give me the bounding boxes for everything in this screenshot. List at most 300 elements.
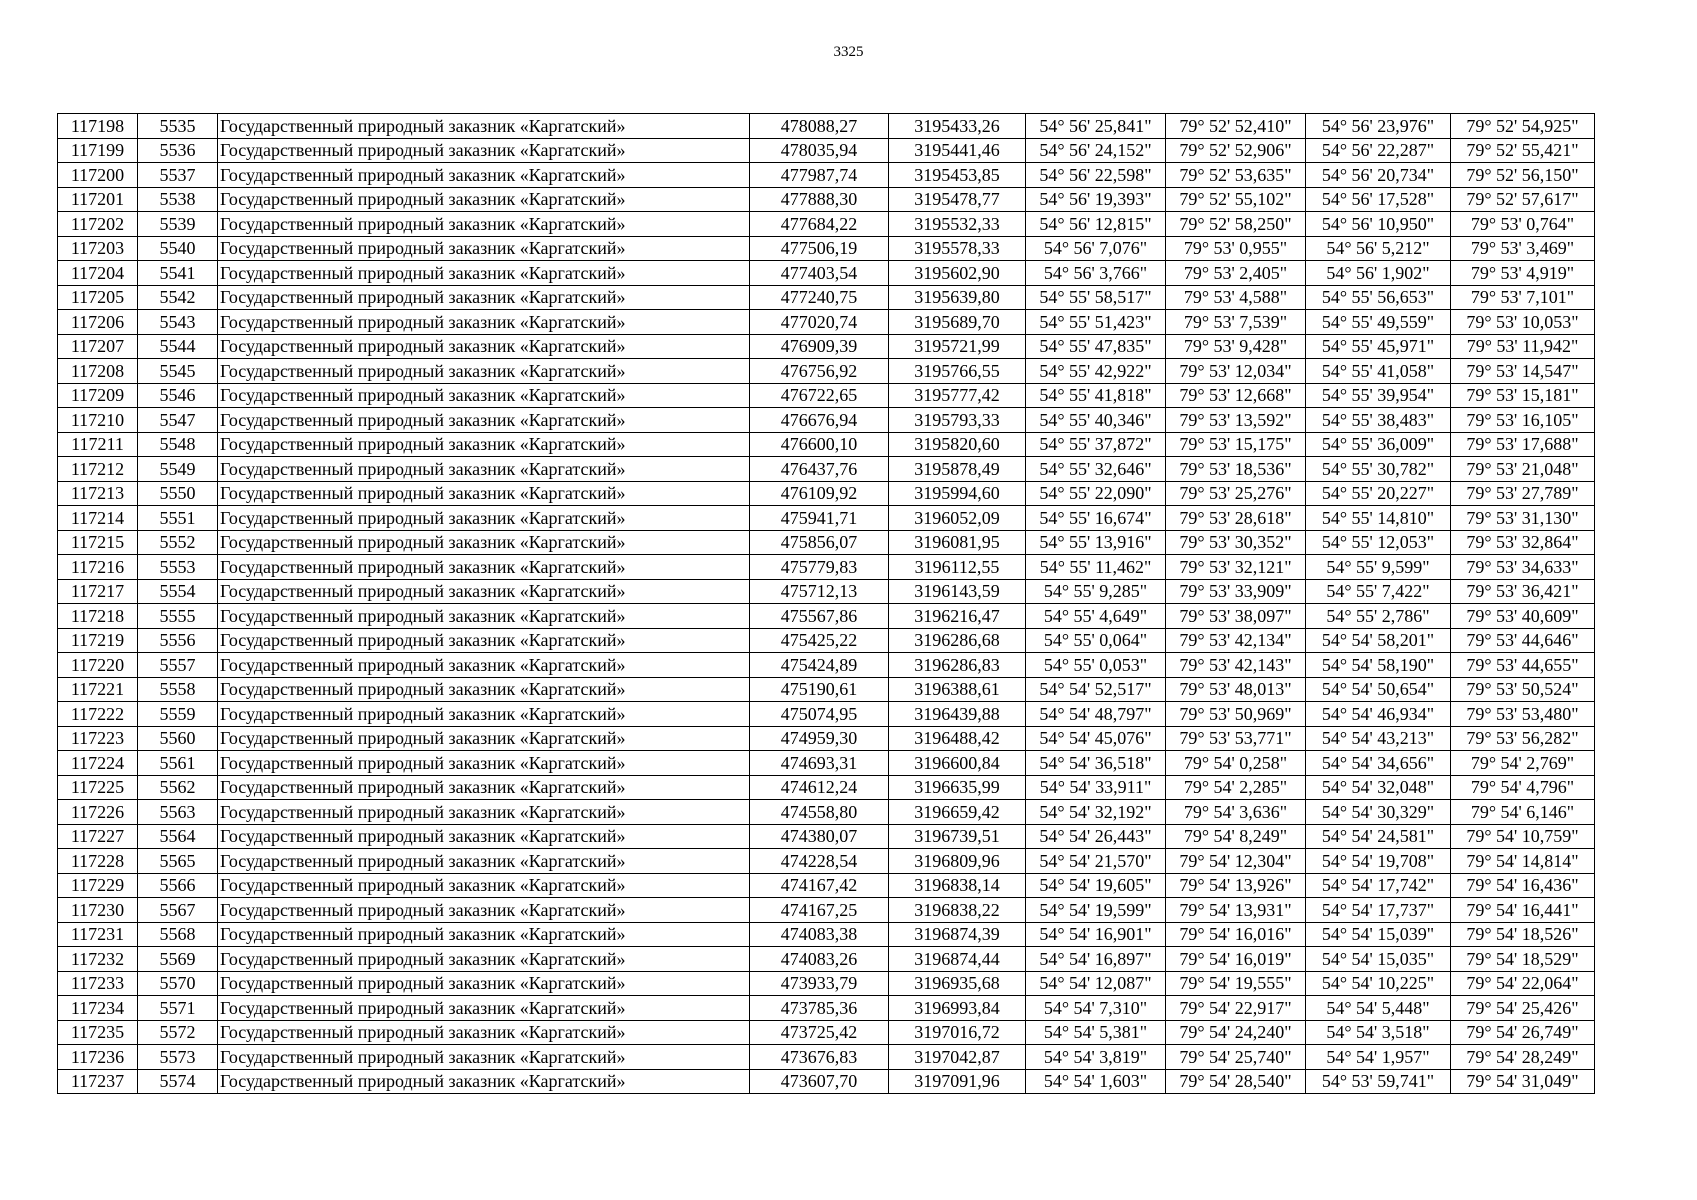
latitude-1-cell: 54° 54' 7,310" (1026, 996, 1166, 1021)
point-number-cell: 5550 (138, 481, 218, 506)
longitude-2-cell: 79° 53' 27,789" (1451, 481, 1595, 506)
x-coordinate-cell: 475941,71 (750, 506, 889, 531)
y-coordinate-cell: 3195689,70 (889, 310, 1026, 335)
coordinates-table (57, 113, 1595, 1094)
row-id-cell: 117230 (58, 898, 138, 923)
y-coordinate-cell: 3195639,80 (889, 285, 1026, 310)
point-number-cell: 5557 (138, 653, 218, 678)
x-coordinate-cell: 475567,86 (750, 604, 889, 629)
y-coordinate-cell: 3197016,72 (889, 1020, 1026, 1045)
row-id-cell: 117234 (58, 996, 138, 1021)
table-row (58, 873, 1595, 898)
row-id-cell: 117215 (58, 530, 138, 555)
latitude-1-cell: 54° 56' 22,598" (1026, 163, 1166, 188)
table-row (58, 677, 1595, 702)
table-row (58, 310, 1595, 335)
latitude-2-cell: 54° 54' 24,581" (1306, 824, 1451, 849)
x-coordinate-cell: 476600,10 (750, 432, 889, 457)
table-body (58, 114, 1595, 1094)
longitude-2-cell: 79° 53' 56,282" (1451, 726, 1595, 751)
point-number-cell: 5561 (138, 751, 218, 776)
object-name-cell: Государственный природный заказник «Каргатский» (218, 555, 750, 580)
longitude-1-cell: 79° 53' 38,097" (1166, 604, 1306, 629)
object-name-cell: Государственный природный заказник «Каргатский» (218, 163, 750, 188)
row-id-cell: 117228 (58, 849, 138, 874)
latitude-1-cell: 54° 56' 19,393" (1026, 187, 1166, 212)
y-coordinate-cell: 3195766,55 (889, 359, 1026, 384)
longitude-2-cell: 79° 54' 26,749" (1451, 1020, 1595, 1045)
latitude-1-cell: 54° 54' 26,443" (1026, 824, 1166, 849)
latitude-1-cell: 54° 55' 11,462" (1026, 555, 1166, 580)
row-id-cell: 117216 (58, 555, 138, 580)
longitude-2-cell: 79° 54' 4,796" (1451, 775, 1595, 800)
latitude-1-cell: 54° 55' 47,835" (1026, 334, 1166, 359)
longitude-1-cell: 79° 53' 4,588" (1166, 285, 1306, 310)
x-coordinate-cell: 473785,36 (750, 996, 889, 1021)
row-id-cell: 117207 (58, 334, 138, 359)
latitude-1-cell: 54° 54' 48,797" (1026, 702, 1166, 727)
object-name-cell: Государственный природный заказник «Каргатский» (218, 334, 750, 359)
longitude-1-cell: 79° 52' 58,250" (1166, 212, 1306, 237)
row-id-cell: 117202 (58, 212, 138, 237)
latitude-2-cell: 54° 54' 58,201" (1306, 628, 1451, 653)
point-number-cell: 5564 (138, 824, 218, 849)
longitude-1-cell: 79° 53' 42,143" (1166, 653, 1306, 678)
object-name-cell: Государственный природный заказник «Каргатский» (218, 873, 750, 898)
latitude-2-cell: 54° 54' 43,213" (1306, 726, 1451, 751)
longitude-1-cell: 79° 52' 53,635" (1166, 163, 1306, 188)
object-name-cell: Государственный природный заказник «Каргатский» (218, 359, 750, 384)
object-name-cell: Государственный природный заказник «Каргатский» (218, 310, 750, 335)
latitude-1-cell: 54° 54' 19,599" (1026, 898, 1166, 923)
page-number: 3325 (833, 44, 864, 60)
point-number-cell: 5552 (138, 530, 218, 555)
latitude-2-cell: 54° 56' 1,902" (1306, 261, 1451, 286)
latitude-2-cell: 54° 55' 39,954" (1306, 383, 1451, 408)
latitude-1-cell: 54° 55' 0,064" (1026, 628, 1166, 653)
table-row (58, 334, 1595, 359)
point-number-cell: 5571 (138, 996, 218, 1021)
x-coordinate-cell: 476722,65 (750, 383, 889, 408)
row-id-cell: 117219 (58, 628, 138, 653)
latitude-1-cell: 54° 56' 3,766" (1026, 261, 1166, 286)
longitude-2-cell: 79° 54' 25,426" (1451, 996, 1595, 1021)
latitude-2-cell: 54° 54' 17,742" (1306, 873, 1451, 898)
longitude-1-cell: 79° 53' 50,969" (1166, 702, 1306, 727)
table-row (58, 457, 1595, 482)
row-id-cell: 117200 (58, 163, 138, 188)
table-row (58, 800, 1595, 825)
y-coordinate-cell: 3196874,44 (889, 947, 1026, 972)
object-name-cell: Государственный природный заказник «Каргатский» (218, 114, 750, 139)
table-row (58, 1045, 1595, 1070)
y-coordinate-cell: 3195878,49 (889, 457, 1026, 482)
y-coordinate-cell: 3196286,83 (889, 653, 1026, 678)
y-coordinate-cell: 3196935,68 (889, 971, 1026, 996)
latitude-1-cell: 54° 55' 32,646" (1026, 457, 1166, 482)
x-coordinate-cell: 476909,39 (750, 334, 889, 359)
y-coordinate-cell: 3195478,77 (889, 187, 1026, 212)
table-row (58, 996, 1595, 1021)
longitude-1-cell: 79° 53' 18,536" (1166, 457, 1306, 482)
object-name-cell: Государственный природный заказник «Каргатский» (218, 481, 750, 506)
longitude-2-cell: 79° 53' 21,048" (1451, 457, 1595, 482)
table-row (58, 1020, 1595, 1045)
y-coordinate-cell: 3195820,60 (889, 432, 1026, 457)
latitude-1-cell: 54° 55' 4,649" (1026, 604, 1166, 629)
table-row (58, 726, 1595, 751)
longitude-1-cell: 79° 53' 25,276" (1166, 481, 1306, 506)
point-number-cell: 5566 (138, 873, 218, 898)
row-id-cell: 117224 (58, 751, 138, 776)
point-number-cell: 5542 (138, 285, 218, 310)
latitude-2-cell: 54° 55' 45,971" (1306, 334, 1451, 359)
x-coordinate-cell: 474959,30 (750, 726, 889, 751)
object-name-cell: Государственный природный заказник «Каргатский» (218, 187, 750, 212)
point-number-cell: 5548 (138, 432, 218, 457)
y-coordinate-cell: 3196635,99 (889, 775, 1026, 800)
object-name-cell: Государственный природный заказник «Каргатский» (218, 1020, 750, 1045)
latitude-1-cell: 54° 54' 16,901" (1026, 922, 1166, 947)
x-coordinate-cell: 474612,24 (750, 775, 889, 800)
longitude-2-cell: 79° 53' 11,942" (1451, 334, 1595, 359)
point-number-cell: 5554 (138, 579, 218, 604)
longitude-1-cell: 79° 54' 12,304" (1166, 849, 1306, 874)
longitude-1-cell: 79° 53' 53,771" (1166, 726, 1306, 751)
longitude-1-cell: 79° 53' 0,955" (1166, 236, 1306, 261)
table-row (58, 481, 1595, 506)
table-row (58, 138, 1595, 163)
longitude-2-cell: 79° 53' 44,646" (1451, 628, 1595, 653)
point-number-cell: 5558 (138, 677, 218, 702)
point-number-cell: 5573 (138, 1045, 218, 1070)
row-id-cell: 117205 (58, 285, 138, 310)
object-name-cell: Государственный природный заказник «Каргатский» (218, 898, 750, 923)
table-row (58, 187, 1595, 212)
row-id-cell: 117233 (58, 971, 138, 996)
longitude-1-cell: 79° 54' 16,016" (1166, 922, 1306, 947)
point-number-cell: 5553 (138, 555, 218, 580)
x-coordinate-cell: 476676,94 (750, 408, 889, 433)
x-coordinate-cell: 477684,22 (750, 212, 889, 237)
longitude-2-cell: 79° 53' 34,633" (1451, 555, 1595, 580)
latitude-2-cell: 54° 55' 14,810" (1306, 506, 1451, 531)
table-row (58, 751, 1595, 776)
x-coordinate-cell: 475425,22 (750, 628, 889, 653)
table-row (58, 1069, 1595, 1094)
latitude-2-cell: 54° 55' 9,599" (1306, 555, 1451, 580)
latitude-2-cell: 54° 54' 30,329" (1306, 800, 1451, 825)
y-coordinate-cell: 3196488,42 (889, 726, 1026, 751)
x-coordinate-cell: 477506,19 (750, 236, 889, 261)
longitude-1-cell: 79° 52' 52,410" (1166, 114, 1306, 139)
point-number-cell: 5540 (138, 236, 218, 261)
latitude-1-cell: 54° 54' 36,518" (1026, 751, 1166, 776)
object-name-cell: Государственный природный заказник «Каргатский» (218, 653, 750, 678)
table-row (58, 163, 1595, 188)
longitude-2-cell: 79° 54' 16,436" (1451, 873, 1595, 898)
point-number-cell: 5544 (138, 334, 218, 359)
object-name-cell: Государственный природный заказник «Каргатский» (218, 947, 750, 972)
row-id-cell: 117210 (58, 408, 138, 433)
latitude-2-cell: 54° 54' 5,448" (1306, 996, 1451, 1021)
point-number-cell: 5538 (138, 187, 218, 212)
y-coordinate-cell: 3195532,33 (889, 212, 1026, 237)
latitude-1-cell: 54° 55' 51,423" (1026, 310, 1166, 335)
latitude-1-cell: 54° 54' 33,911" (1026, 775, 1166, 800)
latitude-2-cell: 54° 55' 36,009" (1306, 432, 1451, 457)
x-coordinate-cell: 474083,26 (750, 947, 889, 972)
table-row (58, 824, 1595, 849)
longitude-2-cell: 79° 53' 3,469" (1451, 236, 1595, 261)
object-name-cell: Государственный природный заказник «Каргатский» (218, 285, 750, 310)
longitude-2-cell: 79° 52' 57,617" (1451, 187, 1595, 212)
table-row (58, 383, 1595, 408)
table-row (58, 604, 1595, 629)
latitude-1-cell: 54° 54' 52,517" (1026, 677, 1166, 702)
latitude-2-cell: 54° 54' 50,654" (1306, 677, 1451, 702)
object-name-cell: Государственный природный заказник «Каргатский» (218, 408, 750, 433)
latitude-2-cell: 54° 56' 17,528" (1306, 187, 1451, 212)
latitude-1-cell: 54° 56' 24,152" (1026, 138, 1166, 163)
longitude-1-cell: 79° 53' 12,668" (1166, 383, 1306, 408)
longitude-1-cell: 79° 54' 2,285" (1166, 775, 1306, 800)
latitude-1-cell: 54° 54' 19,605" (1026, 873, 1166, 898)
table-row (58, 212, 1595, 237)
latitude-2-cell: 54° 54' 46,934" (1306, 702, 1451, 727)
longitude-1-cell: 79° 54' 0,258" (1166, 751, 1306, 776)
row-id-cell: 117206 (58, 310, 138, 335)
longitude-1-cell: 79° 54' 13,926" (1166, 873, 1306, 898)
object-name-cell: Государственный природный заказник «Каргатский» (218, 971, 750, 996)
longitude-2-cell: 79° 53' 4,919" (1451, 261, 1595, 286)
point-number-cell: 5555 (138, 604, 218, 629)
latitude-2-cell: 54° 54' 10,225" (1306, 971, 1451, 996)
table-row (58, 359, 1595, 384)
latitude-2-cell: 54° 54' 15,035" (1306, 947, 1451, 972)
object-name-cell: Государственный природный заказник «Каргатский» (218, 457, 750, 482)
row-id-cell: 117229 (58, 873, 138, 898)
y-coordinate-cell: 3197091,96 (889, 1069, 1026, 1094)
table-row (58, 236, 1595, 261)
longitude-1-cell: 79° 54' 16,019" (1166, 947, 1306, 972)
latitude-2-cell: 54° 54' 3,518" (1306, 1020, 1451, 1045)
longitude-1-cell: 79° 53' 48,013" (1166, 677, 1306, 702)
object-name-cell: Государственный природный заказник «Каргатский» (218, 628, 750, 653)
longitude-1-cell: 79° 52' 52,906" (1166, 138, 1306, 163)
latitude-1-cell: 54° 56' 12,815" (1026, 212, 1166, 237)
y-coordinate-cell: 3196388,61 (889, 677, 1026, 702)
latitude-2-cell: 54° 55' 49,559" (1306, 310, 1451, 335)
x-coordinate-cell: 474167,42 (750, 873, 889, 898)
x-coordinate-cell: 474693,31 (750, 751, 889, 776)
row-id-cell: 117222 (58, 702, 138, 727)
latitude-2-cell: 54° 56' 22,287" (1306, 138, 1451, 163)
object-name-cell: Государственный природный заказник «Каргатский» (218, 800, 750, 825)
row-id-cell: 117211 (58, 432, 138, 457)
table-row (58, 579, 1595, 604)
y-coordinate-cell: 3195602,90 (889, 261, 1026, 286)
row-id-cell: 117213 (58, 481, 138, 506)
longitude-1-cell: 79° 54' 3,636" (1166, 800, 1306, 825)
longitude-1-cell: 79° 53' 30,352" (1166, 530, 1306, 555)
point-number-cell: 5563 (138, 800, 218, 825)
latitude-1-cell: 54° 54' 5,381" (1026, 1020, 1166, 1045)
x-coordinate-cell: 477240,75 (750, 285, 889, 310)
latitude-2-cell: 54° 56' 20,734" (1306, 163, 1451, 188)
x-coordinate-cell: 477403,54 (750, 261, 889, 286)
x-coordinate-cell: 474558,80 (750, 800, 889, 825)
row-id-cell: 117227 (58, 824, 138, 849)
row-id-cell: 117204 (58, 261, 138, 286)
longitude-2-cell: 79° 53' 36,421" (1451, 579, 1595, 604)
table-row (58, 530, 1595, 555)
longitude-2-cell: 79° 54' 28,249" (1451, 1045, 1595, 1070)
longitude-1-cell: 79° 53' 28,618" (1166, 506, 1306, 531)
longitude-2-cell: 79° 52' 55,421" (1451, 138, 1595, 163)
y-coordinate-cell: 3197042,87 (889, 1045, 1026, 1070)
latitude-2-cell: 54° 55' 12,053" (1306, 530, 1451, 555)
latitude-2-cell: 54° 54' 17,737" (1306, 898, 1451, 923)
object-name-cell: Государственный природный заказник «Каргатский» (218, 1045, 750, 1070)
longitude-1-cell: 79° 54' 24,240" (1166, 1020, 1306, 1045)
y-coordinate-cell: 3196439,88 (889, 702, 1026, 727)
y-coordinate-cell: 3196838,14 (889, 873, 1026, 898)
table-row (58, 285, 1595, 310)
table-row (58, 775, 1595, 800)
x-coordinate-cell: 475779,83 (750, 555, 889, 580)
latitude-2-cell: 54° 55' 30,782" (1306, 457, 1451, 482)
longitude-1-cell: 79° 53' 32,121" (1166, 555, 1306, 580)
row-id-cell: 117235 (58, 1020, 138, 1045)
object-name-cell: Государственный природный заказник «Каргатский» (218, 432, 750, 457)
latitude-1-cell: 54° 55' 37,872" (1026, 432, 1166, 457)
row-id-cell: 117220 (58, 653, 138, 678)
x-coordinate-cell: 477987,74 (750, 163, 889, 188)
x-coordinate-cell: 473725,42 (750, 1020, 889, 1045)
table-row (58, 114, 1595, 139)
point-number-cell: 5546 (138, 383, 218, 408)
longitude-2-cell: 79° 54' 14,814" (1451, 849, 1595, 874)
point-number-cell: 5568 (138, 922, 218, 947)
x-coordinate-cell: 477020,74 (750, 310, 889, 335)
row-id-cell: 117208 (58, 359, 138, 384)
point-number-cell: 5551 (138, 506, 218, 531)
x-coordinate-cell: 475712,13 (750, 579, 889, 604)
latitude-2-cell: 54° 53' 59,741" (1306, 1069, 1451, 1094)
point-number-cell: 5549 (138, 457, 218, 482)
point-number-cell: 5537 (138, 163, 218, 188)
object-name-cell: Государственный природный заказник «Каргатский» (218, 604, 750, 629)
object-name-cell: Государственный природный заказник «Каргатский» (218, 579, 750, 604)
table-row (58, 702, 1595, 727)
latitude-2-cell: 54° 54' 15,039" (1306, 922, 1451, 947)
longitude-1-cell: 79° 52' 55,102" (1166, 187, 1306, 212)
latitude-1-cell: 54° 55' 16,674" (1026, 506, 1166, 531)
longitude-2-cell: 79° 53' 7,101" (1451, 285, 1595, 310)
row-id-cell: 117201 (58, 187, 138, 212)
y-coordinate-cell: 3195433,26 (889, 114, 1026, 139)
y-coordinate-cell: 3196143,59 (889, 579, 1026, 604)
y-coordinate-cell: 3196659,42 (889, 800, 1026, 825)
point-number-cell: 5539 (138, 212, 218, 237)
row-id-cell: 117212 (58, 457, 138, 482)
longitude-1-cell: 79° 54' 25,740" (1166, 1045, 1306, 1070)
point-number-cell: 5569 (138, 947, 218, 972)
longitude-1-cell: 79° 53' 13,592" (1166, 408, 1306, 433)
longitude-1-cell: 79° 54' 28,540" (1166, 1069, 1306, 1094)
object-name-cell: Государственный природный заказник «Каргатский» (218, 824, 750, 849)
latitude-2-cell: 54° 56' 10,950" (1306, 212, 1451, 237)
x-coordinate-cell: 476437,76 (750, 457, 889, 482)
point-number-cell: 5572 (138, 1020, 218, 1045)
longitude-2-cell: 79° 53' 53,480" (1451, 702, 1595, 727)
latitude-1-cell: 54° 55' 9,285" (1026, 579, 1166, 604)
object-name-cell: Государственный природный заказник «Каргатский» (218, 751, 750, 776)
y-coordinate-cell: 3195793,33 (889, 408, 1026, 433)
latitude-1-cell: 54° 55' 13,916" (1026, 530, 1166, 555)
x-coordinate-cell: 474228,54 (750, 849, 889, 874)
latitude-1-cell: 54° 54' 12,087" (1026, 971, 1166, 996)
latitude-2-cell: 54° 55' 7,422" (1306, 579, 1451, 604)
longitude-2-cell: 79° 53' 32,864" (1451, 530, 1595, 555)
longitude-1-cell: 79° 53' 33,909" (1166, 579, 1306, 604)
x-coordinate-cell: 473933,79 (750, 971, 889, 996)
point-number-cell: 5562 (138, 775, 218, 800)
row-id-cell: 117218 (58, 604, 138, 629)
latitude-1-cell: 54° 55' 22,090" (1026, 481, 1166, 506)
object-name-cell: Государственный природный заказник «Каргатский» (218, 212, 750, 237)
row-id-cell: 117237 (58, 1069, 138, 1094)
x-coordinate-cell: 475190,61 (750, 677, 889, 702)
latitude-2-cell: 54° 55' 56,653" (1306, 285, 1451, 310)
x-coordinate-cell: 474380,07 (750, 824, 889, 849)
point-number-cell: 5543 (138, 310, 218, 335)
y-coordinate-cell: 3195578,33 (889, 236, 1026, 261)
latitude-2-cell: 54° 54' 58,190" (1306, 653, 1451, 678)
point-number-cell: 5565 (138, 849, 218, 874)
longitude-1-cell: 79° 53' 9,428" (1166, 334, 1306, 359)
point-number-cell: 5536 (138, 138, 218, 163)
longitude-1-cell: 79° 53' 7,539" (1166, 310, 1306, 335)
object-name-cell: Государственный природный заказник «Каргатский» (218, 677, 750, 702)
longitude-1-cell: 79° 54' 19,555" (1166, 971, 1306, 996)
y-coordinate-cell: 3196809,96 (889, 849, 1026, 874)
longitude-2-cell: 79° 53' 16,105" (1451, 408, 1595, 433)
point-number-cell: 5560 (138, 726, 218, 751)
latitude-2-cell: 54° 54' 1,957" (1306, 1045, 1451, 1070)
x-coordinate-cell: 474083,38 (750, 922, 889, 947)
longitude-1-cell: 79° 53' 15,175" (1166, 432, 1306, 457)
row-id-cell: 117209 (58, 383, 138, 408)
latitude-1-cell: 54° 55' 40,346" (1026, 408, 1166, 433)
longitude-2-cell: 79° 54' 10,759" (1451, 824, 1595, 849)
point-number-cell: 5547 (138, 408, 218, 433)
latitude-1-cell: 54° 54' 16,897" (1026, 947, 1166, 972)
longitude-1-cell: 79° 54' 8,249" (1166, 824, 1306, 849)
object-name-cell: Государственный природный заказник «Каргатский» (218, 138, 750, 163)
longitude-2-cell: 79° 53' 10,053" (1451, 310, 1595, 335)
longitude-2-cell: 79° 53' 14,547" (1451, 359, 1595, 384)
row-id-cell: 117217 (58, 579, 138, 604)
y-coordinate-cell: 3196052,09 (889, 506, 1026, 531)
longitude-2-cell: 79° 53' 0,764" (1451, 212, 1595, 237)
table-row (58, 653, 1595, 678)
row-id-cell: 117214 (58, 506, 138, 531)
y-coordinate-cell: 3196739,51 (889, 824, 1026, 849)
longitude-1-cell: 79° 53' 42,134" (1166, 628, 1306, 653)
table-row (58, 898, 1595, 923)
